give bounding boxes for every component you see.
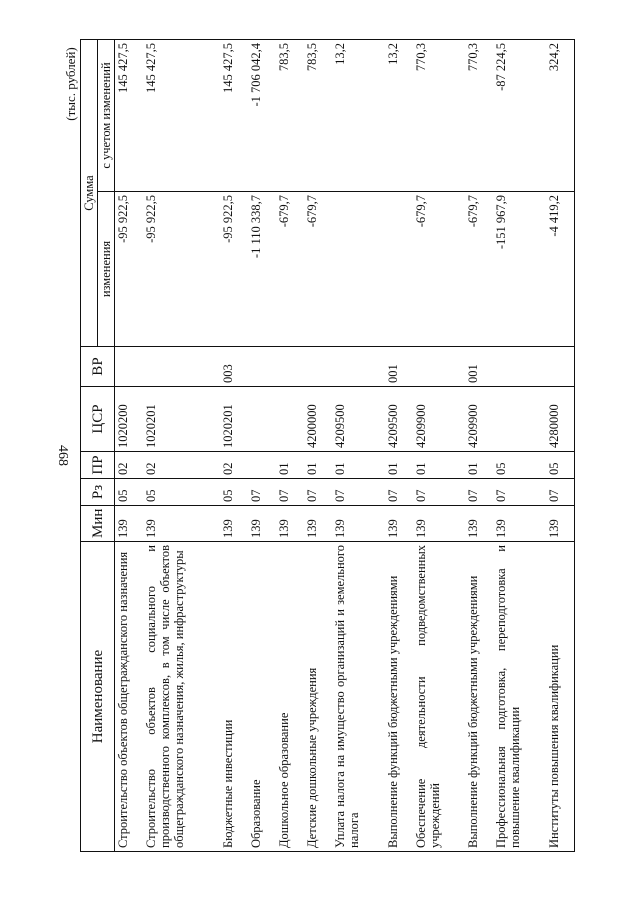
row-total: 13,2 (332, 40, 384, 192)
row-change: -95 922,5 (115, 192, 144, 347)
row-name: Бюджетные инвестиции (220, 542, 248, 852)
table-row (413, 40, 465, 852)
row-pr: 01 (276, 452, 304, 479)
row-min: 139 (465, 506, 493, 542)
row-rz: 05 (220, 479, 248, 506)
row-name: Выполнение функций бюджетными учреждениями (385, 542, 413, 852)
header-change: изменения (98, 192, 115, 347)
table-body (115, 40, 575, 852)
row-rz: 07 (385, 479, 413, 506)
table-row (220, 40, 248, 852)
row-name: Образование (248, 542, 276, 852)
row-vr (276, 347, 304, 387)
row-change: -679,7 (413, 192, 465, 347)
row-pr: 01 (385, 452, 413, 479)
row-pr: 01 (465, 452, 493, 479)
row-name: Институты повышения квалификации (546, 542, 575, 852)
header-min: Мин (81, 506, 115, 542)
row-total: -1 706 042,4 (248, 40, 276, 192)
header-csr: ЦСР (81, 387, 115, 452)
row-name: Строительство объектов общегражданского назначения (115, 542, 144, 852)
row-total: 770,3 (413, 40, 465, 192)
row-pr: 02 (143, 452, 220, 479)
row-csr: 1020200 (115, 387, 144, 452)
table-row (546, 40, 575, 852)
row-vr (413, 347, 465, 387)
row-min: 139 (248, 506, 276, 542)
table-row (465, 40, 493, 852)
row-change (385, 192, 413, 347)
row-total: 145 427,5 (143, 40, 220, 192)
row-name: Обеспечение деятельности подведомственных учреждений (413, 542, 465, 852)
row-vr (304, 347, 332, 387)
page-number: 468 (55, 445, 70, 466)
row-rz: 05 (115, 479, 144, 506)
header-sum: Сумма (81, 40, 98, 347)
row-name: Выполнение функций бюджетными учреждениями (465, 542, 493, 852)
header-name: Наименование (81, 542, 115, 852)
row-change: -95 922,5 (143, 192, 220, 347)
table-row (143, 40, 220, 852)
row-min: 139 (276, 506, 304, 542)
row-vr (115, 347, 144, 387)
row-min: 139 (115, 506, 144, 542)
row-csr: 4200000 (304, 387, 332, 452)
row-name: Уплата налога на имущество организаций и земельного налога (332, 542, 384, 852)
header-row-top (81, 40, 98, 852)
header-with-change: с учетом изменений (98, 40, 115, 192)
table-row (304, 40, 332, 852)
row-vr (248, 347, 276, 387)
row-total: 324,2 (546, 40, 575, 192)
units-label: (тыс. рублей) (63, 47, 78, 121)
row-csr (276, 387, 304, 452)
row-change: -1 110 338,7 (248, 192, 276, 347)
row-change: -679,7 (276, 192, 304, 347)
row-total: 770,3 (465, 40, 493, 192)
header-pr: ПР (81, 452, 115, 479)
row-change (332, 192, 384, 347)
row-pr (248, 452, 276, 479)
row-rz: 05 (143, 479, 220, 506)
row-vr (143, 347, 220, 387)
table-row (248, 40, 276, 852)
row-csr: 4209500 (332, 387, 384, 452)
row-csr: 4209900 (465, 387, 493, 452)
table-row (332, 40, 384, 852)
row-total: 145 427,5 (220, 40, 248, 192)
row-name: Профессиональная подготовка, переподготовка и повышение квалификации (493, 542, 545, 852)
row-min: 139 (413, 506, 465, 542)
row-rz: 07 (248, 479, 276, 506)
row-total: 783,5 (276, 40, 304, 192)
row-vr (493, 347, 545, 387)
row-min: 139 (304, 506, 332, 542)
row-csr: 4280000 (546, 387, 575, 452)
row-pr: 05 (546, 452, 575, 479)
row-name: Строительство объектов социального и производственного комплексов, в том числе объектов общегражданского назначения, жилья, инфраструктуры (143, 542, 220, 852)
row-csr: 1020201 (143, 387, 220, 452)
table-row (385, 40, 413, 852)
header-vr: ВР (81, 347, 115, 387)
row-csr: 4209500 (385, 387, 413, 452)
table-row (493, 40, 545, 852)
row-csr (248, 387, 276, 452)
row-min: 139 (332, 506, 384, 542)
row-rz: 07 (493, 479, 545, 506)
header-rz: Рз (81, 479, 115, 506)
row-pr: 01 (413, 452, 465, 479)
row-pr: 01 (304, 452, 332, 479)
row-pr: 02 (220, 452, 248, 479)
row-name: Дошкольное образование (276, 542, 304, 852)
row-vr: 001 (465, 347, 493, 387)
row-csr (493, 387, 545, 452)
table-row (115, 40, 144, 852)
row-change: -95 922,5 (220, 192, 248, 347)
row-rz: 07 (332, 479, 384, 506)
row-vr: 003 (220, 347, 248, 387)
row-change: -4 419,2 (546, 192, 575, 347)
row-vr (332, 347, 384, 387)
budget-table (80, 39, 575, 852)
row-change: -679,7 (465, 192, 493, 347)
row-total: -87 224,5 (493, 40, 545, 192)
row-min: 139 (385, 506, 413, 542)
row-min: 139 (143, 506, 220, 542)
row-rz: 07 (546, 479, 575, 506)
row-name: Детские дошкольные учреждения (304, 542, 332, 852)
row-min: 139 (220, 506, 248, 542)
row-total: 145 427,5 (115, 40, 144, 192)
row-change: -679,7 (304, 192, 332, 347)
row-rz: 07 (304, 479, 332, 506)
row-total: 783,5 (304, 40, 332, 192)
row-pr: 02 (115, 452, 144, 479)
row-rz: 07 (276, 479, 304, 506)
row-vr (546, 347, 575, 387)
row-rz: 07 (413, 479, 465, 506)
row-pr: 05 (493, 452, 545, 479)
table-row (276, 40, 304, 852)
row-csr: 4209900 (413, 387, 465, 452)
row-pr: 01 (332, 452, 384, 479)
row-min: 139 (493, 506, 545, 542)
row-vr: 001 (385, 347, 413, 387)
row-csr: 1020201 (220, 387, 248, 452)
row-total: 13,2 (385, 40, 413, 192)
row-min: 139 (546, 506, 575, 542)
row-change: -151 967,9 (493, 192, 545, 347)
row-rz: 07 (465, 479, 493, 506)
